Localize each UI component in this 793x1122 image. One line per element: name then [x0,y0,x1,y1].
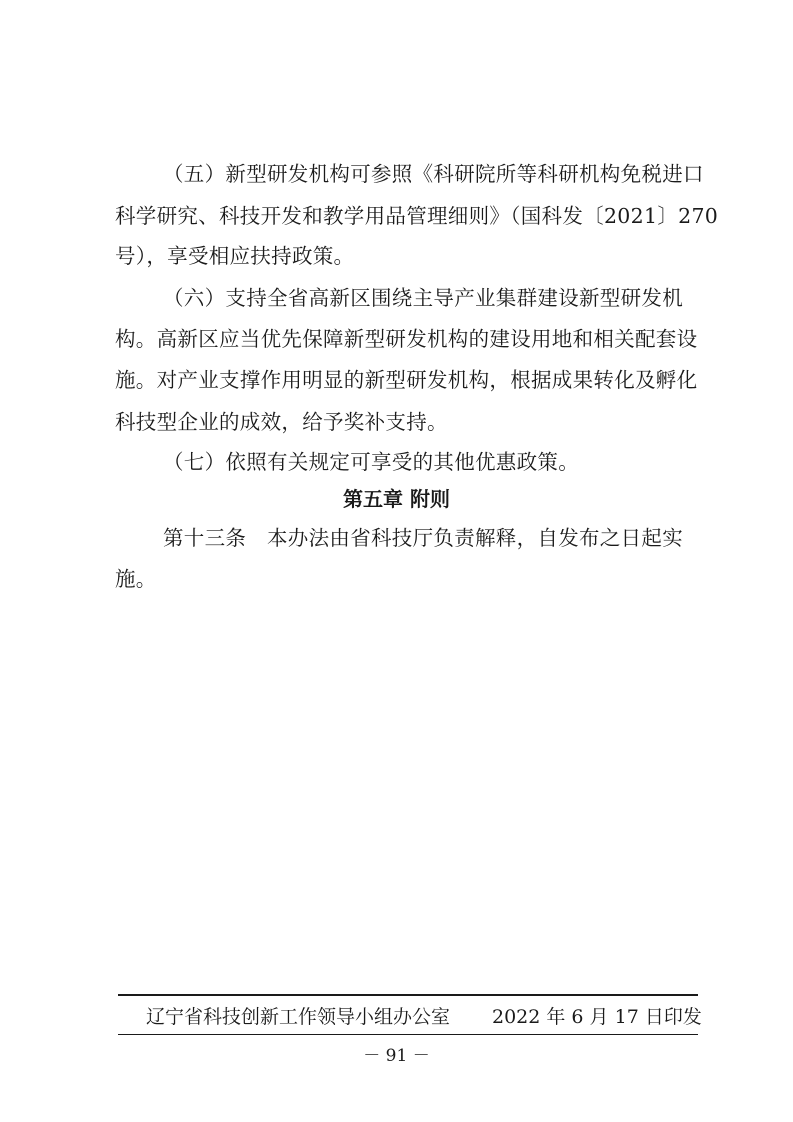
paragraph-7-line-1: （七）依照有关规定可享受的其他优惠政策。 [163,450,579,474]
chapter-heading: 第五章 附则 [343,487,450,511]
footer-top-rule [118,994,698,996]
footer-date: 2022 年 6 月 17 日印发 [492,1006,702,1028]
footer-bottom-rule [118,1034,698,1035]
page-number: － 91 － [363,1046,430,1066]
article-13-line-1: 第十三条 本办法由省科技厅负责解释，自发布之日起实 [163,526,683,550]
paragraph-5-line-2: 科学研究、科技开发和教学用品管理细则》（国科发〔2021〕270 [115,204,719,228]
paragraph-6-line-4: 科技型企业的成效，给予奖补支持。 [115,410,448,434]
paragraph-5-line-1: （五）新型研发机构可参照《科研院所等科研机构免税进口 [163,162,704,186]
paragraph-6-line-2: 构。高新区应当优先保障新型研发机构的建设用地和相关配套设 [115,327,698,351]
footer-issuer: 辽宁省科技创新工作领导小组办公室 [146,1006,451,1028]
paragraph-5-line-3: 号），享受相应扶持政策。 [115,244,355,268]
article-13-line-2: 施。 [115,567,157,591]
paragraph-6-line-3: 施。对产业支撑作用明显的新型研发机构，根据成果转化及孵化 [115,368,698,392]
paragraph-6-line-1: （六）支持全省高新区围绕主导产业集群建设新型研发机 [163,286,683,310]
